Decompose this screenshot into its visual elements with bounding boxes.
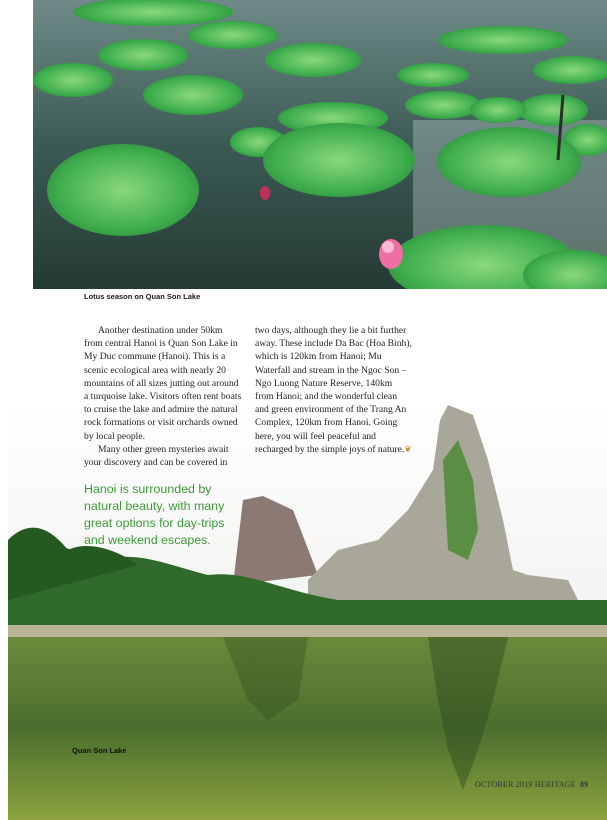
article-paragraph: Many other green mysteries await your discovery and can be covered in: [84, 443, 229, 469]
photo-caption-top: Lotus season on Quan Son Lake: [84, 292, 201, 301]
article-paragraph: [255, 324, 413, 456]
lotus-lake-photo: [33, 0, 607, 289]
photo-caption-bottom: Quan Son Lake: [72, 746, 127, 755]
article-column-right: [255, 324, 413, 456]
pull-quote: Hanoi is surrounded by natural beauty, with many great options for day-trips and weekend escapes.: [84, 482, 225, 547]
article-paragraph-text: two days, although they lie a bit further away. These include Da Bac (Hoa Binh), which is 120km from Hanoi; Mu Waterfall and stream in the Ngoc Son – Ngo Luong Nature Reserve, 140km from Hanoi; and the wonderful clean and green environment of the Trang An Complex, 120km from Hanoi. Going here, you will feel peaceful and recharged by the simple joys of nature.: [255, 325, 412, 455]
article-column-left: [84, 324, 242, 469]
lotus-lake-illustration: [33, 0, 607, 289]
article-paragraph: Another destination under 50km from central Hanoi is Quan Son Lake in My Duc commune (Hanoi). This is a scenic ecological area with nearly 20 mountains of all sizes jutting out around a turquoise lake. Visitors often rent boats to cruise the lake and admire the natural rock formations or visit orchards owned by local people.: [84, 325, 242, 442]
page-footer: [475, 780, 588, 789]
page-number: 89: [579, 780, 589, 789]
lotus-end-mark-icon: ❦: [404, 443, 412, 454]
issue-label: OCTOBER 2019 HERITAGE: [475, 780, 576, 789]
